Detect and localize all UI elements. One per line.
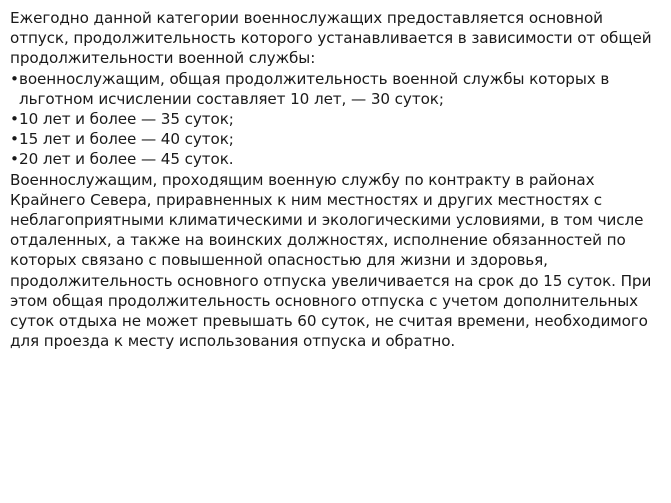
list-item-label: 20 лет и более — 45 суток. (19, 150, 234, 169)
list-item-label: 10 лет и более — 35 суток; (19, 110, 234, 129)
closing-paragraph: Военнослужащим, проходящим военную службу по контракту в районах Крайнего Севера, приравненных к ним местностях и других местностях с неблагоприятными климатическими и экологическими условиями, в том числе отдаленных, а также на воинских должностях, исполнение обязанностей по которых связано с повышенной опасностью для жизни и здоровья, продолжительность основного отпуска увеличивается на срок до 15 суток. При этом общая продолжительность основного отпуска с учетом дополнительных суток отдыха не может превышать 60 суток, не считая времени, необходимого для проезда к месту использования отпуска и обратно. (10, 170, 652, 351)
list-item (10, 149, 657, 169)
bullet-dot-icon: • (10, 69, 19, 88)
list-item (10, 69, 657, 109)
bullet-dot-icon: • (10, 130, 19, 149)
leave-duration-list (10, 69, 657, 170)
list-item (10, 109, 657, 129)
list-item-label: военнослужащим, общая продолжительность военной службы которых в льготном исчислении составляет 10 лет, — 30 суток; (19, 69, 610, 108)
bullet-dot-icon: • (10, 150, 19, 169)
intro-paragraph: Ежегодно данной категории военнослужащих предоставляется основной отпуск, продолжительность которого устанавливается в зависимости от общей продолжительности военной службы: (10, 9, 652, 68)
list-item-label: 15 лет и более — 40 суток; (19, 130, 234, 149)
list-item (10, 129, 657, 149)
bullet-dot-icon: • (10, 110, 19, 129)
